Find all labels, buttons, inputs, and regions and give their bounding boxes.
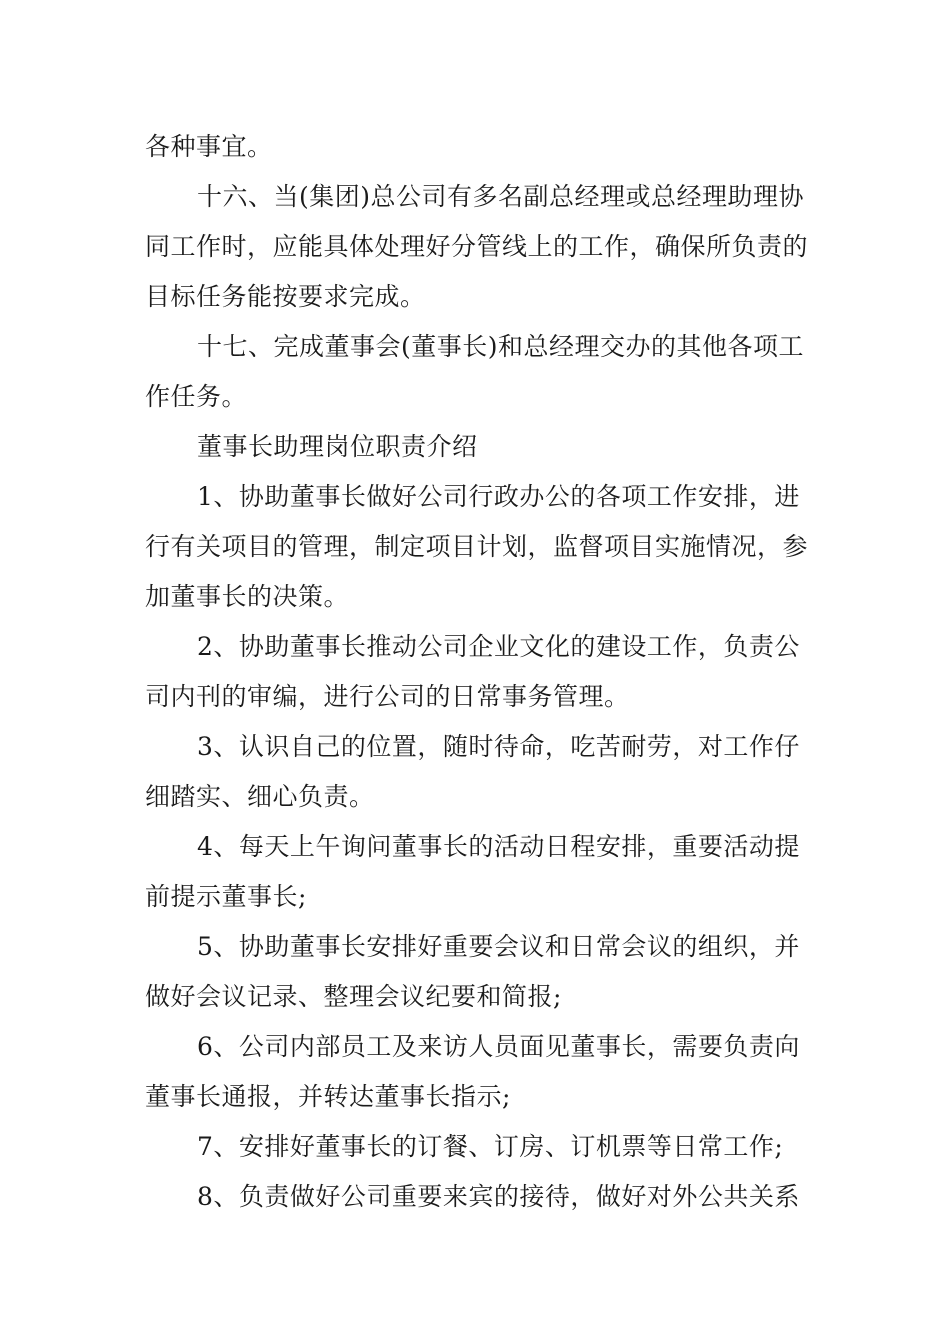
paragraph-duty-5: 5、协助董事长安排好重要会议和日常会议的组织，并做好会议记录、整理会议纪要和简报;: [145, 932, 800, 1011]
document-body: [145, 122, 815, 1222]
paragraph-duty-3: 3、认识自己的位置，随时待命，吃苦耐劳，对工作仔细踏实、细心负责。: [145, 732, 800, 811]
paragraph-duty-7: 7、安排好董事长的订餐、订房、订机票等日常工作;: [197, 1132, 784, 1161]
paragraph-duty-6: 6、公司内部员工及来访人员面见董事长，需要负责向董事长通报，并转达董事长指示;: [145, 1032, 800, 1111]
paragraph-continuation: 各种事宜。: [145, 132, 273, 161]
paragraph-duty-1: 1、协助董事长做好公司行政办公的各项工作安排，进行有关项目的管理，制定项目计划，监督项目实施情况，参加董事长的决策。: [145, 482, 809, 611]
paragraph-duty-4: 4、每天上午询问董事长的活动日程安排，重要活动提前提示董事长;: [145, 832, 800, 911]
paragraph-duty-2: 2、协助董事长推动公司企业文化的建设工作，负责公司内刊的审编，进行公司的日常事务管理。: [145, 632, 800, 711]
paragraph-item-16: 十六、当(集团)总公司有多名副总经理或总经理助理协同工作时，应能具体处理好分管线上的工作，确保所负责的目标任务能按要求完成。: [145, 182, 809, 311]
section-heading: 董事长助理岗位职责介绍: [197, 432, 478, 461]
paragraph-item-17: 十七、完成董事会(董事长)和总经理交办的其他各项工作任务。: [145, 332, 805, 411]
paragraph-duty-8: 8、负责做好公司重要来宾的接待，做好对外公共关系: [197, 1182, 800, 1211]
